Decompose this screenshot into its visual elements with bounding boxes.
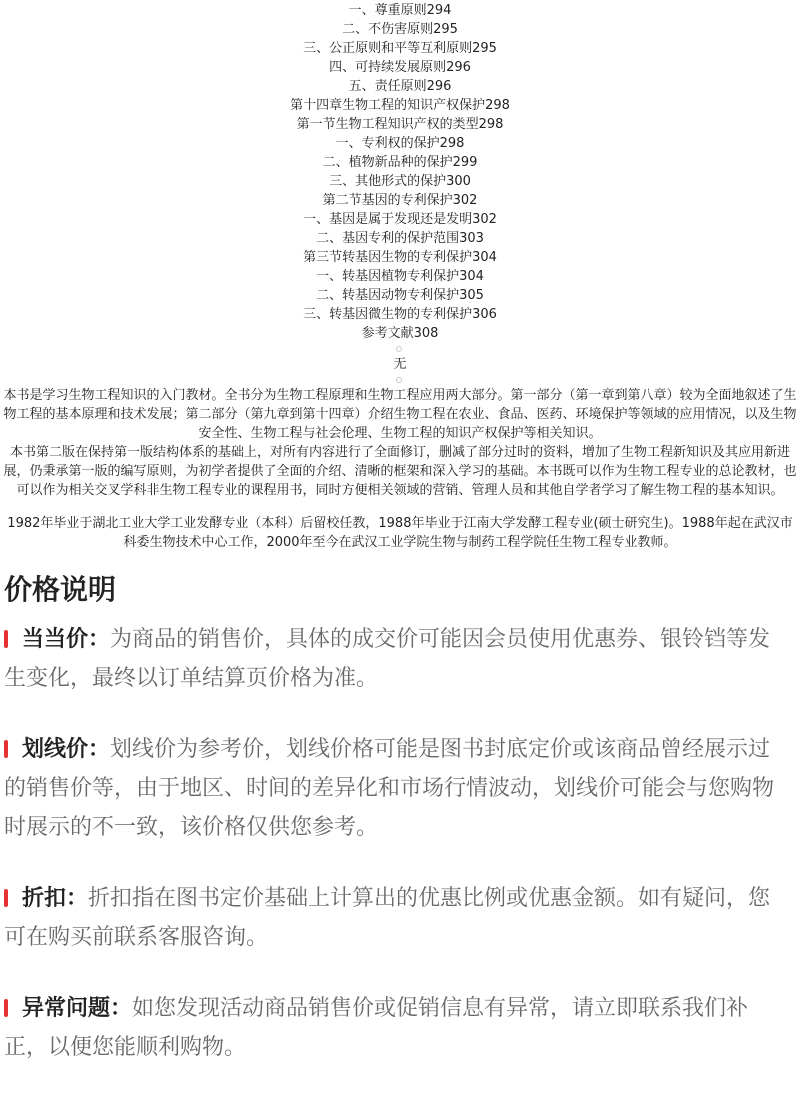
author-bio: 1982年毕业于湖北工业大学工业发酵专业（本科）后留校任教，1988年毕业于江南大学发酵工程专业(硕士研究生)。1988年起在武汉市科委生物技术中心工作，2000年至今在武汉工业学院生物与制药工程学院任生物工程专业教师。 — [7, 516, 793, 550]
toc-item: 一、专利权的保护298 — [335, 136, 465, 151]
toc-item: 二、转基因动物专利保护305 — [316, 288, 484, 303]
toc-item: 参考文献308 — [361, 326, 439, 341]
price-item-dangdang — [0, 620, 792, 698]
intro-paragraph: 本书第二版在保持第一版结构体系的基础上，对所有内容进行了全面修订，删减了部分过时的资料，增加了生物工程新知识及其应用新进展，仍秉承第一版的编写原则，为初学者提供了全面的介绍、清晰的框架和深入学习的基础。本书既可以作为生物工程专业的总论教材，也可以作为相关交叉学科非生物工程专业的课程用书，同时方便相关领域的营销、管理人员和其他自学者学习了解生物工程的基本知识。 — [3, 445, 797, 498]
price-item-text: 折扣指在图书定价基础上计算出的优惠比例或优惠金额。如有疑问，您可在购买前联系客服咨询。 — [4, 886, 771, 950]
book-intro — [0, 386, 800, 500]
price-item-label: 当当价： — [22, 627, 111, 652]
price-item-text: 为商品的销售价，具体的成交价可能因会员使用优惠券、银铃铛等发生变化，最终以订单结算页价格为准。 — [4, 627, 771, 691]
toc-item: 二、基因专利的保护范围303 — [316, 231, 484, 246]
accent-bar — [4, 889, 8, 907]
price-item-strikethrough — [0, 730, 792, 847]
intro-paragraph: 本书是学习生物工程知识的入门教材。全书分为生物工程原理和生物工程应用两大部分。第一部分（第一章到第八章）较为全面地叙述了生物工程的基本原理和技术发展；第二部分（第九章到第十四章）介绍生物工程在农业、食品、医药、环境保护等领域的应用情况，以及生物安全性、生物工程与社会伦理、生物工程的知识产权保护等相关知识。 — [3, 388, 797, 441]
toc-item: 三、公正原则和平等互利原则295 — [303, 41, 497, 56]
table-of-contents — [0, 0, 800, 343]
price-item-exception — [0, 989, 792, 1067]
toc-item: 第三节转基因生物的专利保护304 — [303, 250, 497, 265]
price-item-label: 折扣： — [22, 886, 89, 911]
toc-item: 二、植物新品种的保护299 — [322, 155, 478, 170]
toc-item: 一、尊重原则294 — [348, 3, 452, 18]
separator-dot — [0, 374, 800, 386]
price-item-text: 划线价为参考价，划线价格可能是图书封底定价或该商品曾经展示过的销售价等，由于地区、时间的差异化和市场行情波动，划线价可能会与您购物时展示的不一致，该价格仅供您参考。 — [4, 737, 775, 840]
price-item-text: 如您发现活动商品销售价或促销信息有异常，请立即联系我们补正，以便您能顺利购物。 — [4, 996, 749, 1060]
toc-item: 第二节基因的专利保护302 — [322, 193, 478, 208]
toc-item: 五、责任原则296 — [348, 79, 452, 94]
toc-item: 三、其他形式的保护300 — [329, 174, 471, 189]
toc-item: 第十四章生物工程的知识产权保护298 — [290, 98, 510, 113]
accent-bar — [4, 630, 8, 648]
toc-item: 四、可持续发展原则296 — [329, 60, 471, 75]
toc-item: 三、转基因微生物的专利保护306 — [303, 307, 497, 322]
price-item-label: 划线价： — [22, 737, 111, 762]
toc-item: 一、转基因植物专利保护304 — [316, 269, 484, 284]
price-section-title: 价格说明 — [4, 573, 117, 606]
accent-bar — [4, 740, 8, 758]
toc-item: 二、不伤害原则295 — [342, 22, 458, 37]
toc-item: 第一节生物工程知识产权的类型298 — [296, 117, 504, 132]
price-item-discount — [0, 879, 792, 957]
price-item-label: 异常问题： — [22, 996, 133, 1021]
none-text: 无 — [393, 357, 407, 372]
accent-bar — [4, 999, 8, 1017]
separator-dot — [0, 343, 800, 355]
toc-item: 一、基因是属于发现还是发明302 — [303, 212, 497, 227]
